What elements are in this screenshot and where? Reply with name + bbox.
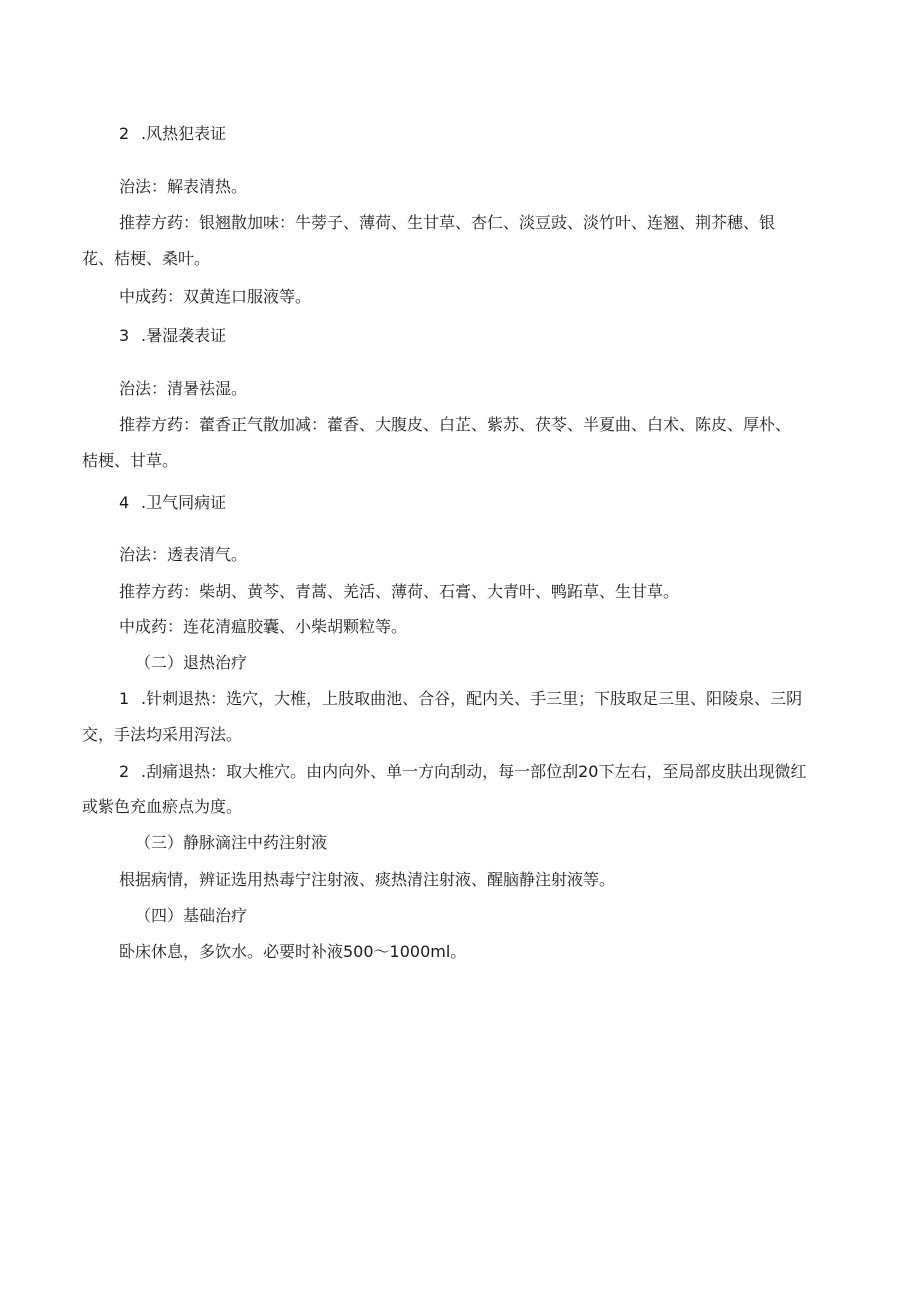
acupuncture-item-cont: 交，手法均采用泻法。	[82, 725, 243, 744]
recommended-formula: 推荐方药：银翘散加味：牛蒡子、薄荷、生甘草、杏仁、淡豆豉、淡竹叶、连翘、荆芥穗、银	[119, 213, 776, 232]
basic-treatment-heading: （四）基础治疗	[135, 906, 248, 925]
fever-treatment-heading: （二）退热治疗	[135, 653, 248, 672]
recommended-formula: 推荐方药：柴胡、黄芩、青蒿、羌活、薄荷、石膏、大青叶、鸭跖草、生甘草。	[119, 582, 680, 601]
patent-medicine: 中成药：双黄连口服液等。	[119, 287, 312, 306]
section-number: 3	[119, 326, 130, 345]
iv-injection-text: 根据病情，辨证选用热毒宁注射液、痰热清注射液、醒脑静注射液等。	[119, 870, 616, 889]
section-title: .暑湿袭表证	[141, 326, 227, 345]
scraping-item	[119, 762, 879, 782]
patent-medicine: 中成药：连花清瘟胶囊、小柴胡颗粒等。	[119, 617, 408, 636]
recommended-formula: 推荐方药：藿香正气散加减：藿香、大腹皮、白芷、紫苏、茯苓、半夏曲、白术、陈皮、厚朴、	[119, 415, 792, 434]
scraping-item-cont: 或紫色充血瘀点为度。	[82, 797, 243, 816]
item-number: 1	[119, 689, 130, 708]
recommended-formula-cont: 桔梗、甘草。	[82, 451, 179, 470]
item-text: .刮痛退热：取大椎穴。由内向外、单一方向刮动，每一部位刮20下左右，至局部皮肤出现微红	[141, 762, 807, 781]
section-heading-2	[119, 124, 879, 144]
treatment-principle: 治法：透表清气。	[119, 545, 248, 564]
acupuncture-item	[119, 689, 879, 709]
basic-treatment-text: 卧床休息，多饮水。必要时补液500～1000ml。	[119, 942, 467, 961]
section-heading-3	[119, 326, 879, 346]
section-title: .卫气同病证	[141, 493, 227, 512]
item-text: .针刺退热：选穴，大椎，上肢取曲池、合谷，配内关、手三里；下肢取足三里、阳陵泉、三阴	[141, 689, 803, 708]
section-heading-4	[119, 493, 879, 513]
section-number: 2	[119, 124, 130, 143]
treatment-principle: 治法：解表清热。	[119, 177, 248, 196]
treatment-principle: 治法：清暑祛湿。	[119, 379, 248, 398]
recommended-formula-cont: 花、桔梗、桑叶。	[82, 249, 211, 268]
section-number: 4	[119, 493, 130, 512]
item-number: 2	[119, 762, 130, 781]
section-title: .风热犯表证	[141, 124, 227, 143]
iv-injection-heading: （三）静脉滴注中药注射液	[135, 833, 328, 852]
